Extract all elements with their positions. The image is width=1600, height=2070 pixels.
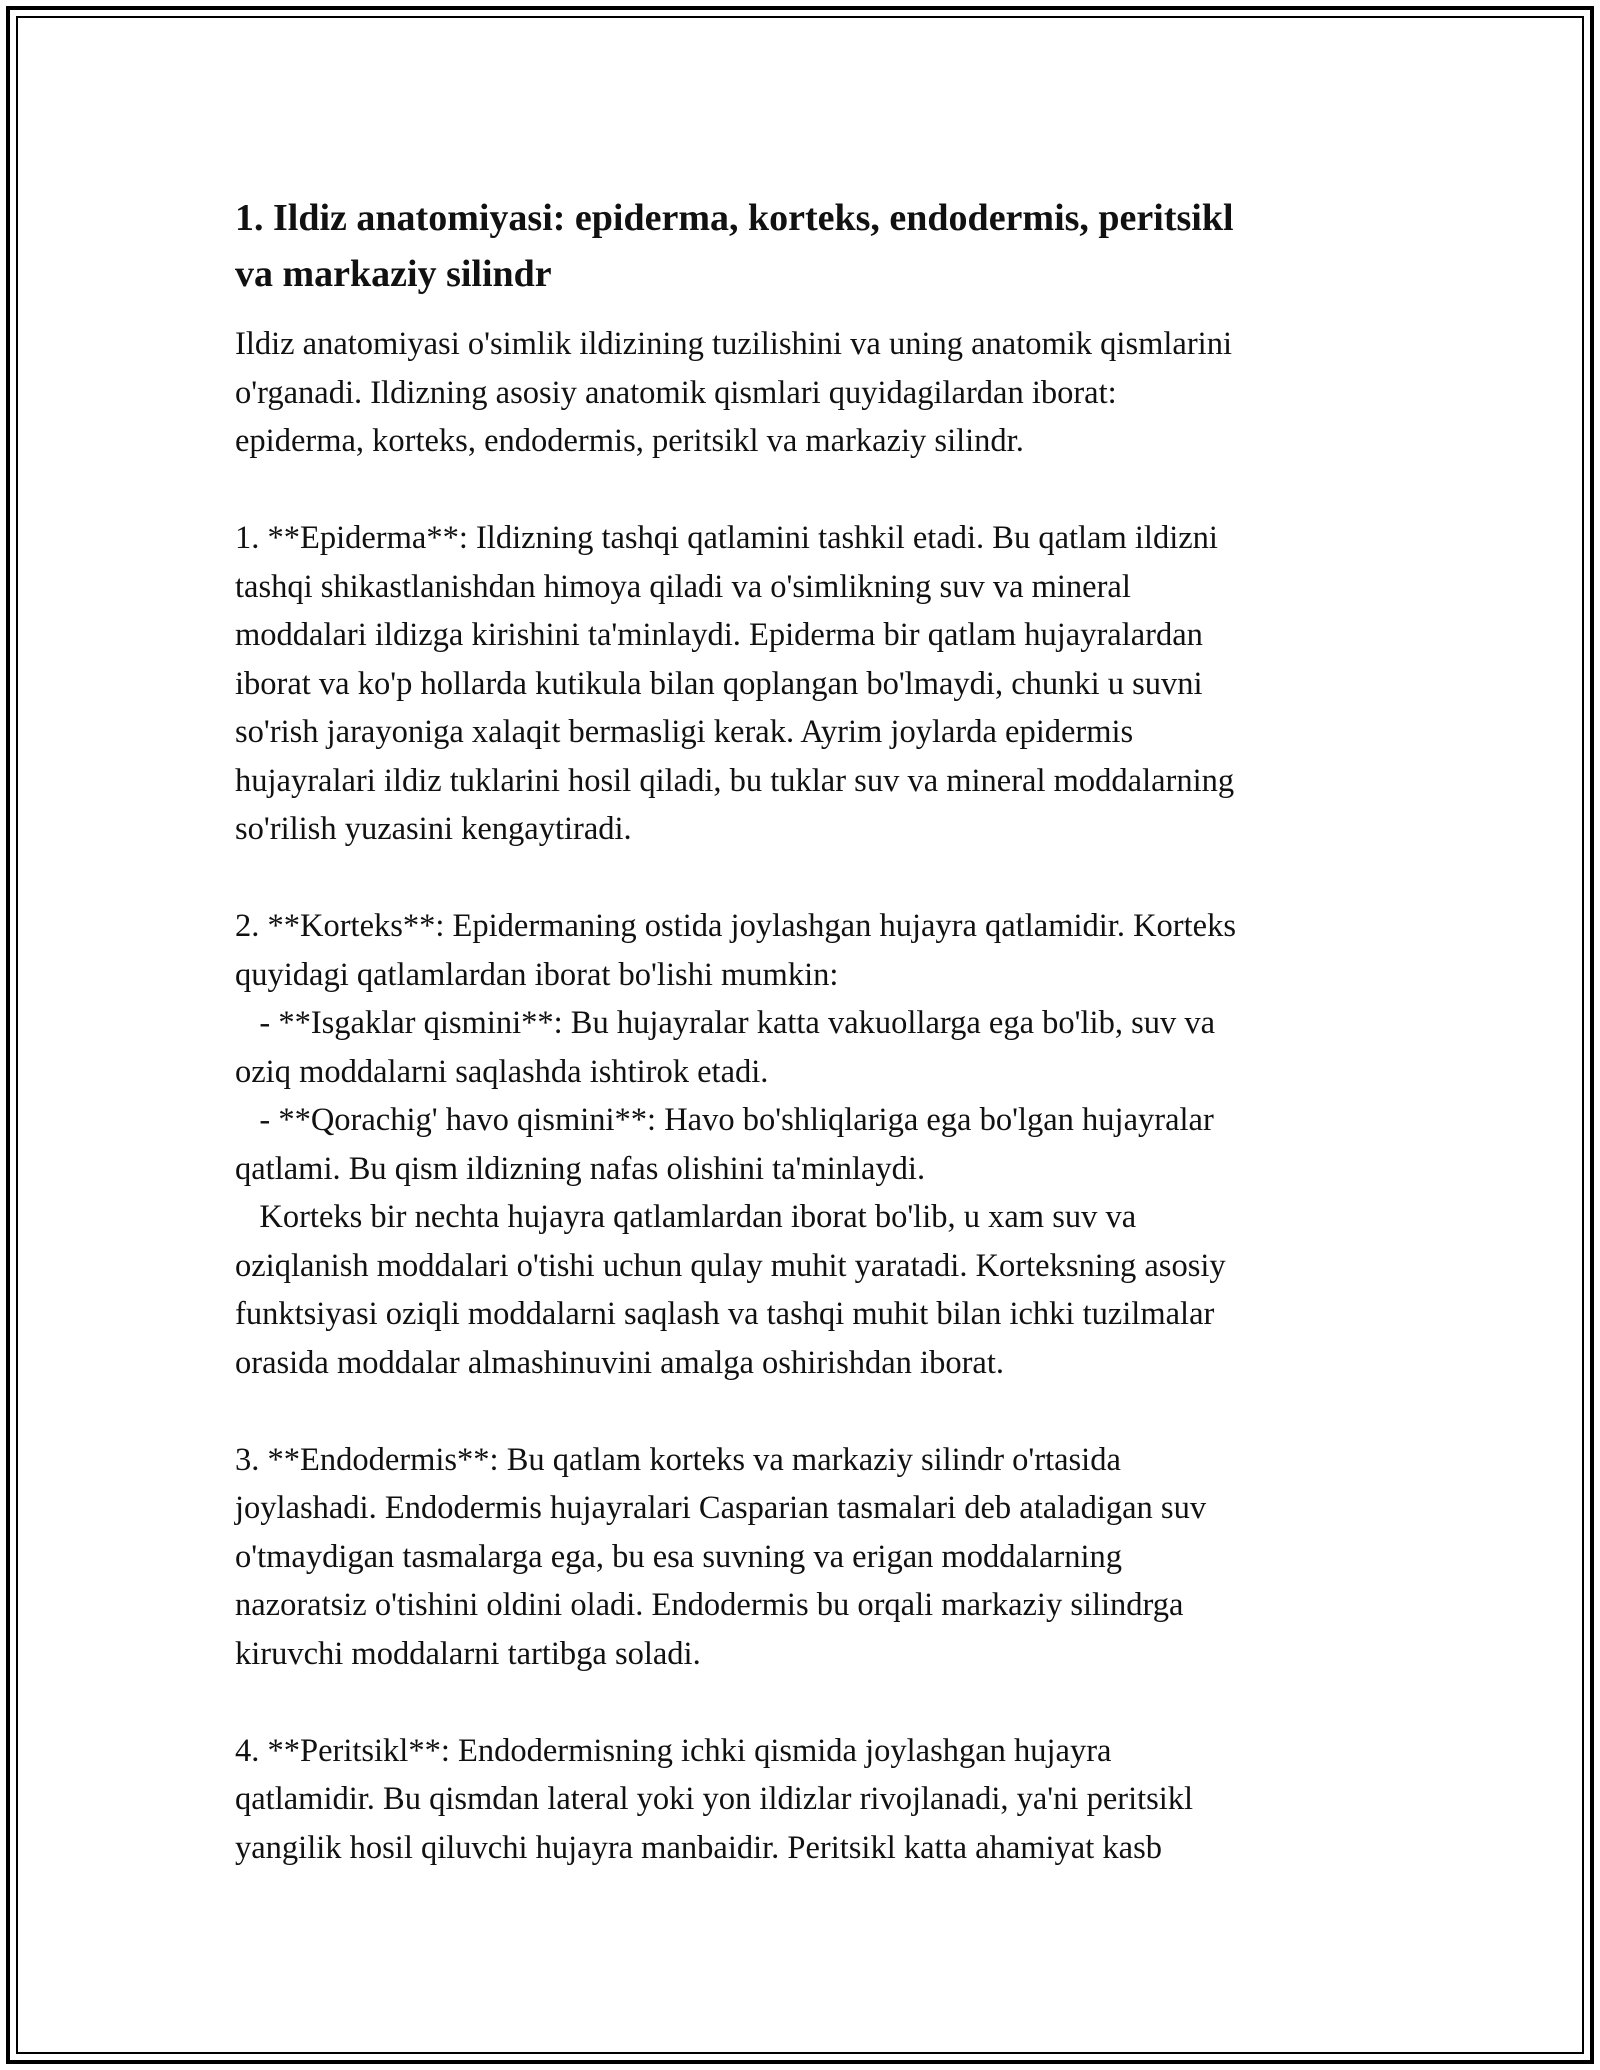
text-line: nazoratsiz o'tishini oldini oladi. Endodermis bu orqali markaziy silindrga — [235, 1587, 1184, 1623]
endodermis-paragraph — [235, 1436, 1380, 1679]
text-line: funktsiyasi oziqli moddalarni saqlash va tashqi muhit bilan ichki tuzilmalar — [235, 1296, 1215, 1332]
text-line: oziq moddalarni saqlashda ishtirok etadi. — [235, 1053, 769, 1090]
intro-paragraph — [235, 320, 1380, 466]
text-line: qatlamidir. Bu qismdan lateral yoki yon ildizlar rivojlanadi, ya'ni peritsikl — [235, 1781, 1194, 1817]
text-line: 4. **Peritsikl**: Endodermisning ichki qismida joylashgan hujayra — [235, 1732, 1112, 1769]
text-line: yangilik hosil qiluvchi hujayra manbaidir. Peritsikl katta ahamiyat kasb — [235, 1829, 1162, 1866]
title-line: 1. Ildiz anatomiyasi: epiderma, korteks, endodermis, peritsikl — [235, 197, 1234, 239]
text-line: joylashadi. Endodermis hujayralari Casparian tasmalari deb ataladigan suv — [235, 1490, 1207, 1526]
text-line: kiruvchi moddalarni tartibga soladi. — [235, 1635, 701, 1672]
peritsikl-paragraph — [235, 1727, 1380, 1873]
text-line: 2. **Korteks**: Epidermaning ostida joylashgan hujayra qatlamidir. Korteks — [235, 908, 1236, 944]
text-line: o'tmaydigan tasmalarga ega, bu esa suvning va erigan moddalarning — [235, 1538, 1123, 1575]
text-line: 3. **Endodermis**: Bu qatlam korteks va markaziy silindr o'rtasida — [235, 1441, 1121, 1478]
text-line: oziqlanish moddalari o'tishi uchun qulay muhit yaratadi. Korteksning asosiy — [235, 1247, 1226, 1284]
korteks-paragraph — [235, 902, 1380, 1387]
text-line: hujayralari ildiz tuklarini hosil qiladi, bu tuklar suv va mineral moddalarning — [235, 762, 1235, 799]
text-line: - **Isgaklar qismini**: Bu hujayralar katta vakuollarga ega bo'lib, suv va — [235, 1005, 1216, 1041]
text-line: qatlami. Bu qism ildizning nafas olishini ta'minlaydi. — [235, 1150, 926, 1187]
text-line: so'rilish yuzasini kengaytiradi. — [235, 811, 632, 847]
document-body — [235, 190, 1380, 1921]
text-line: Ildiz anatomiyasi o'simlik ildizining tuzilishini va uning anatomik qismlarini — [235, 326, 1232, 362]
text-line: tashqi shikastlanishdan himoya qiladi va o'simlikning suv va mineral — [235, 568, 1131, 605]
text-line: moddalari ildizga kirishini ta'minlaydi. Epiderma bir qatlam hujayralardan — [235, 617, 1203, 653]
text-line: so'rish jarayoniga xalaqit bermasligi kerak. Ayrim joylarda epidermis — [235, 714, 1134, 750]
text-line: orasida moddalar almashinuvini amalga oshirishdan iborat. — [235, 1344, 1004, 1381]
text-line: 1. **Epiderma**: Ildizning tashqi qatlamini tashkil etadi. Bu qatlam ildizni — [235, 520, 1218, 556]
title-line: va markaziy silindr — [235, 253, 552, 295]
epiderma-paragraph — [235, 514, 1380, 854]
text-line: Korteks bir nechta hujayra qatlamlardan iborat bo'lib, u xam suv va — [235, 1199, 1137, 1235]
text-line: epiderma, korteks, endodermis, peritsikl va markaziy silindr. — [235, 423, 1024, 459]
document-title — [235, 190, 1380, 302]
text-line: iborat va ko'p hollarda kutikula bilan qoplangan bo'lmaydi, chunki u suvni — [235, 665, 1203, 702]
text-line: o'rganadi. Ildizning asosiy anatomik qismlari quyidagilardan iborat: — [235, 374, 1117, 411]
text-line: quyidagi qatlamlardan iborat bo'lishi mumkin: — [235, 956, 839, 993]
text-line: - **Qorachig' havo qismini**: Havo bo'shliqlariga ega bo'lgan hujayralar — [235, 1102, 1214, 1138]
